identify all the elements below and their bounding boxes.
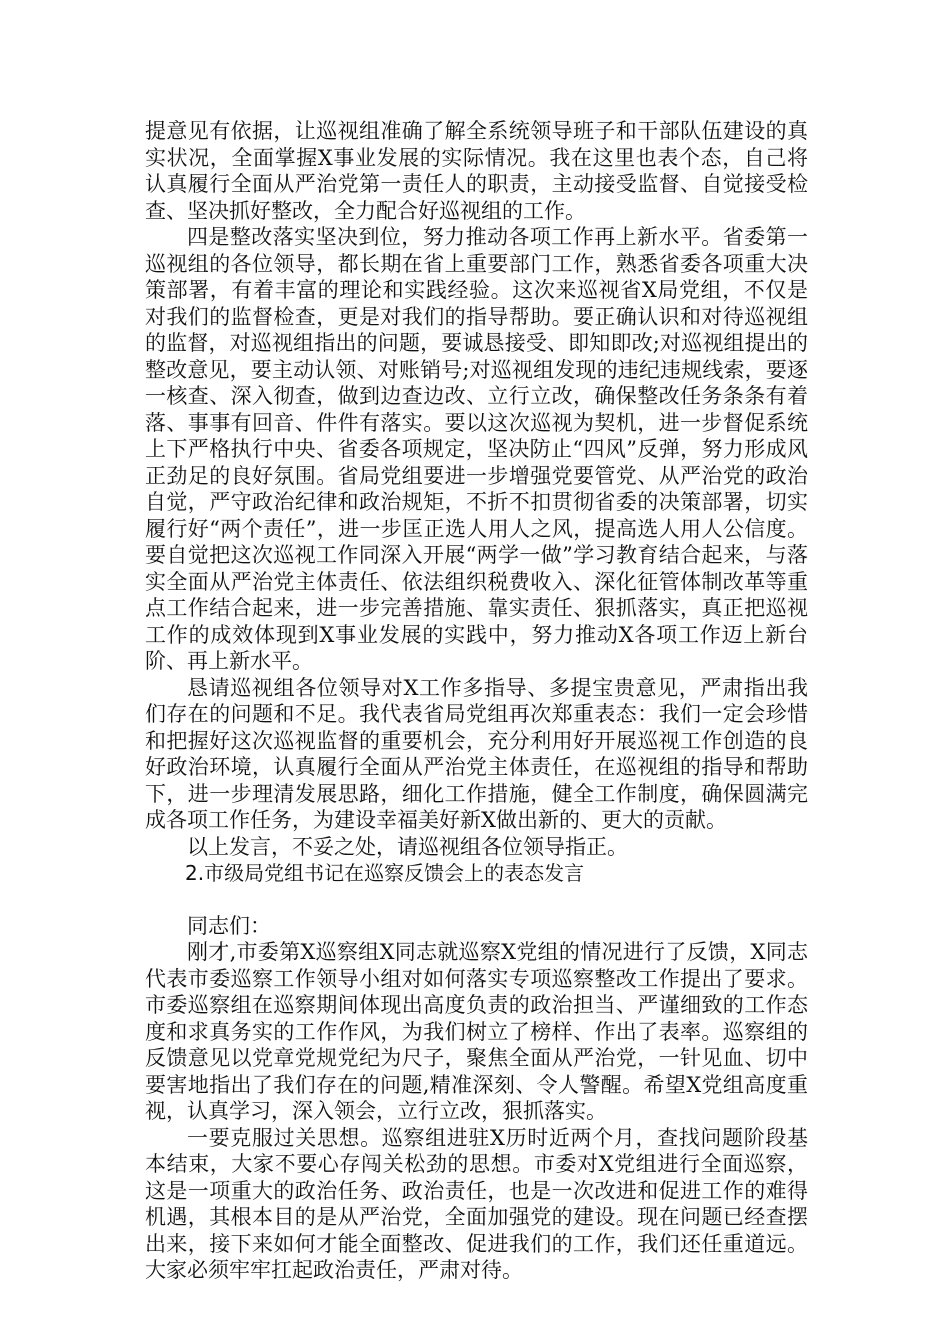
section-heading: 2.市级局党组书记在巡察反馈会上的表态发言 xyxy=(185,861,585,885)
paragraph-point-one: 一要克服过关思想。巡察组进驻Ⅹ历时近两个月，查找问题阶段基本结束，大家不要心存闯关松劲的思想。市委对Ⅹ党组进行全面巡察，这是一项重大的政治任务、政治责任，也是一次改进和促进工作的难得机遇，其根本目的是从严治党，全面加强党的建设。现在问题已经查摆出来，接下来如何才能全面整改、促进我们的工作，我们还任重道远。大家必须牢牢扛起政治责任，严肃对待。 xyxy=(145,1125,808,1282)
paragraph-feedback: 刚才,市委第Ⅹ巡察组Ⅹ同志就巡察Ⅹ党组的情况进行了反馈，Ⅹ同志代表市委巡察工作领导小组对如何落实专项巡察整改工作提出了要求。市委巡察组在巡察期间体现出高度负责的政治担当、严谨细致的工作态度和求真务实的工作作风，为我们树立了榜样、作出了表率。巡察组的反馈意见以党章党规党纪为尺子，聚焦全面从严治党，一针见血、切中要害地指出了我们存在的问题,精准深刻、令人警醒。希望Ⅹ党组高度重视，认真学习，深入领会，立行立改，狠抓落实。 xyxy=(145,940,808,1123)
paragraph-continued: 提意见有依据，让巡视组准确了解全系统领导班子和干部队伍建设的真实状况，全面掌握Ⅹ事业发展的实际情况。我在这里也表个态，自己将认真履行全面从严治党第一责任人的职责，主动接受监督、自觉接受检查、坚决抓好整改，全力配合好巡视组的工作。 xyxy=(145,119,808,223)
blank-line xyxy=(145,887,808,913)
greeting: 同志们： xyxy=(187,913,271,938)
paragraph-closing: 以上发言，不妥之处，请巡视组各位领导指正。 xyxy=(187,834,628,859)
document-page xyxy=(145,118,808,1284)
paragraph-point-four: 四是整改落实坚决到位，努力推动各项工作再上新水平。省委第一巡视组的各位领导，都长期在省上重要部门工作，熟悉省委各项重大决策部署，有着丰富的理论和实践经验。这次来巡视省Ⅹ局党组，不仅是对我们的监督检查，更是对我们的指导帮助。要正确认识和对待巡视组的监督，对巡视组指出的问题，要诚恳接受、即知即改;对巡视组提出的整改意见，要主动认领、对账销号;对巡视组发现的违纪违规线索，要逐一核查、深入彻查，做到边查边改、立行立改，确保整改任务条条有着落、事事有回音、件件有落实。要以这次巡视为契机，进一步督促系统上下严格执行中央、省委各项规定，坚决防止“四风”反弹，努力形成风正劲足的良好氛围。省局党组要进一步增强党要管党、从严治党的政治自觉，严守政治纪律和政治规矩，不折不扣贯彻省委的决策部署，切实履行好“两个责任”，进一步匡正选人用人之风，提高选人用人公信度。要自觉把这次巡视工作同深入开展“两学一做”学习教育结合起来，与落实全面从严治党主体责任、依法组织税费收入、深化征管体制改革等重点工作结合起来，进一步完善措施、靠实责任、狠抓落实，真正把巡视工作的成效体现到Ⅹ事业发展的实践中，努力推动Ⅹ各项工作迈上新台阶、再上新水平。 xyxy=(145,225,808,673)
paragraph-request: 恳请巡视组各位领导对Ⅹ工作多指导、多提宝贵意见，严肃指出我们存在的问题和不足。我代表省局党组再次郑重表态：我们一定会珍惜和把握好这次巡视监督的重要机会，充分利用好开展巡视工作创造的良好政治环境，认真履行全面从严治党主体责任，在巡视组的指导和帮助下，进一步理清发展思路，细化工作措施，健全工作制度，确保圆满完成各项工作任务，为建设幸福美好新Ⅹ做出新的、更大的贡献。 xyxy=(145,675,808,832)
